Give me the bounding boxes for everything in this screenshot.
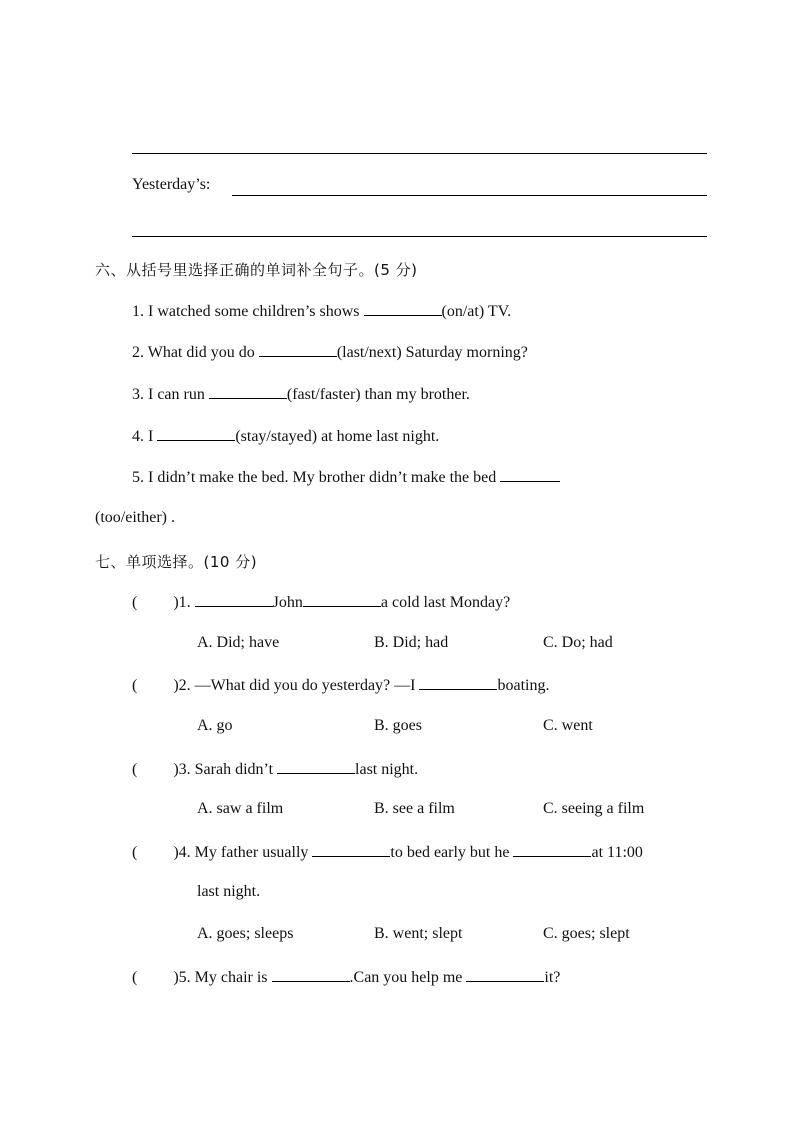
blank[interactable] <box>312 842 390 857</box>
blank[interactable] <box>513 842 591 857</box>
question-1: ( )1. John a cold last Monday? <box>132 594 511 611</box>
answer-line-1[interactable] <box>132 153 707 154</box>
yesterday-label: Yesterday’s: <box>132 176 211 193</box>
blank[interactable] <box>157 426 235 441</box>
q2-option-a[interactable]: A. go <box>197 717 233 734</box>
q3-option-c[interactable]: C. seeing a film <box>543 800 645 817</box>
answer-line-3[interactable] <box>132 236 707 237</box>
blank[interactable] <box>272 967 350 982</box>
s6-item-4: 4. I (stay/stayed) at home last night. <box>132 428 440 445</box>
q4-option-c[interactable]: C. goes; slept <box>543 925 630 942</box>
answer-line-2[interactable] <box>232 195 707 196</box>
s6-item-2: 2. What did you do (last/next) Saturday morning? <box>132 344 528 361</box>
answer-paren-open[interactable]: ( <box>132 677 138 694</box>
answer-paren-open[interactable]: ( <box>132 844 138 861</box>
blank[interactable] <box>500 467 560 482</box>
answer-paren-open[interactable]: ( <box>132 969 138 986</box>
s6-item-5-continued: (too/either) . <box>95 509 175 526</box>
s6-item-5: 5. I didn’t make the bed. My brother didn’t make the bed <box>132 467 560 487</box>
blank[interactable] <box>209 384 287 399</box>
q1-option-b[interactable]: B. Did; had <box>374 634 449 651</box>
question-4: ( )4. My father usually to bed early but he at 11:00 <box>132 844 643 861</box>
q1-option-c[interactable]: C. Do; had <box>543 634 613 651</box>
q2-option-c[interactable]: C. went <box>543 717 593 734</box>
question-5: ( )5. My chair is .Can you help me it? <box>132 969 561 986</box>
blank[interactable] <box>195 592 273 607</box>
q4-option-b[interactable]: B. went; slept <box>374 925 463 942</box>
blank[interactable] <box>466 967 544 982</box>
q4-continued: last night. <box>197 883 261 900</box>
q4-option-a[interactable]: A. goes; sleeps <box>197 925 294 942</box>
section-7-heading: 七、单项选择。(10 分) <box>95 553 258 571</box>
question-2: ( )2. —What did you do yesterday? —I boating. <box>132 677 550 694</box>
blank[interactable] <box>259 342 337 357</box>
q3-option-b[interactable]: B. see a film <box>374 800 455 817</box>
blank[interactable] <box>303 592 381 607</box>
q2-option-b[interactable]: B. goes <box>374 717 422 734</box>
blank[interactable] <box>277 759 355 774</box>
q1-option-a[interactable]: A. Did; have <box>197 634 280 651</box>
blank[interactable] <box>419 675 497 690</box>
question-3: ( )3. Sarah didn’t last night. <box>132 761 419 778</box>
s6-item-1: 1. I watched some children’s shows (on/at) TV. <box>132 303 512 320</box>
s6-item-3: 3. I can run (fast/faster) than my brother. <box>132 386 470 403</box>
section-6-heading: 六、从括号里选择正确的单词补全句子。(5 分) <box>95 261 418 279</box>
q3-option-a[interactable]: A. saw a film <box>197 800 284 817</box>
answer-paren-open[interactable]: ( <box>132 594 138 611</box>
answer-paren-open[interactable]: ( <box>132 761 138 778</box>
blank[interactable] <box>364 301 442 316</box>
